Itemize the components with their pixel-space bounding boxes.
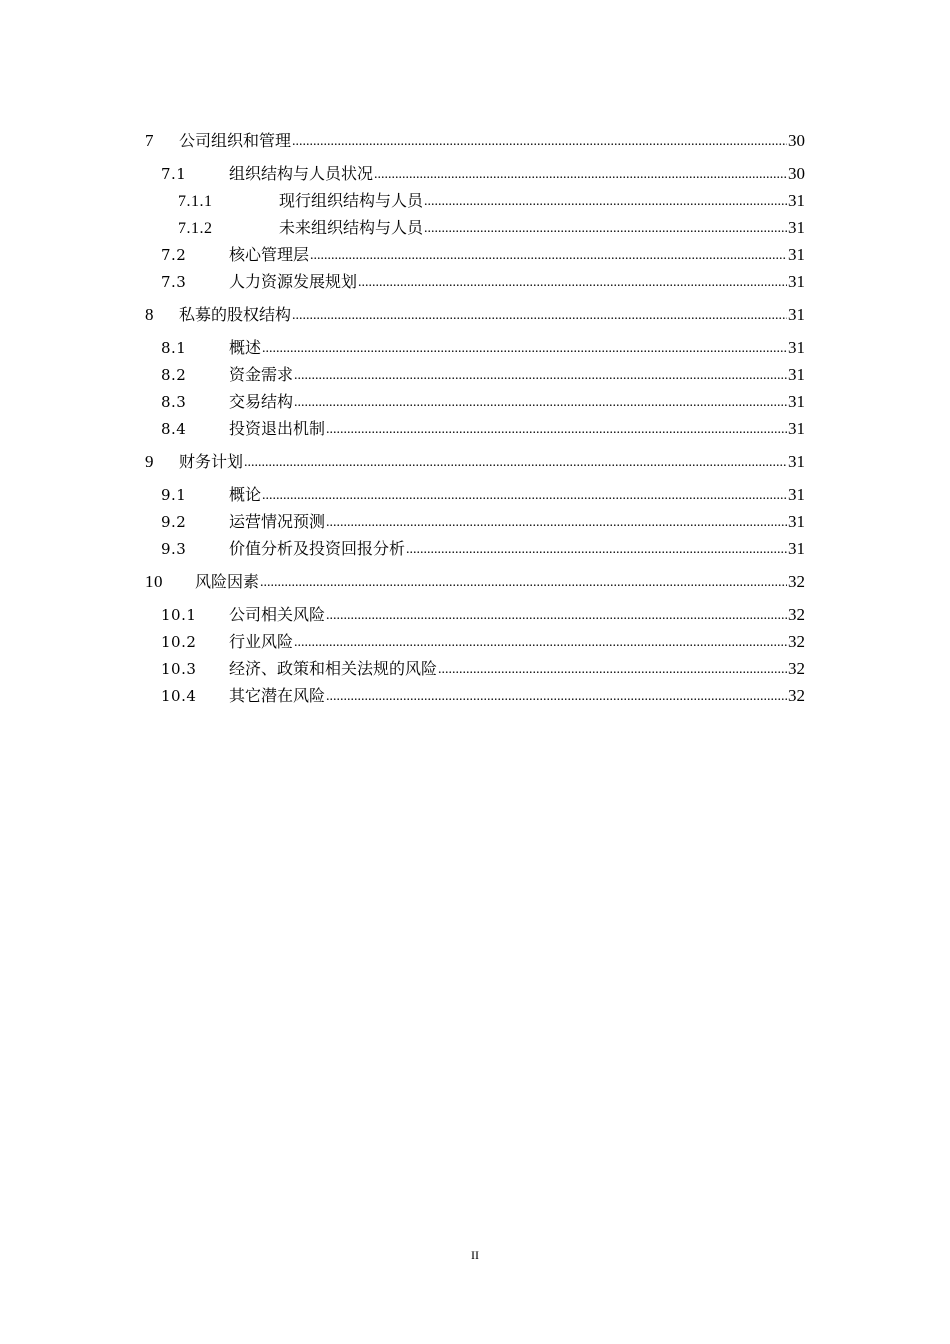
dot-leader [310, 243, 787, 268]
toc-number: 9 [145, 452, 154, 471]
toc-entry-7-2[interactable] [145, 242, 805, 269]
toc-entry-10[interactable] [145, 569, 805, 596]
toc-title: 概论 [229, 485, 262, 504]
toc-title: 未来组织结构与人员 [279, 218, 424, 237]
toc-title: 经济、政策和相关法规的风险 [229, 659, 438, 678]
dot-leader [244, 450, 787, 475]
toc-number: 8.2 [161, 366, 187, 384]
table-of-contents [145, 122, 805, 710]
toc-number: 8.4 [161, 420, 187, 438]
toc-page: 31 [788, 419, 805, 438]
toc-title: 私募的股权结构 [179, 305, 292, 324]
toc-number: 8.3 [161, 393, 187, 411]
toc-title: 财务计划 [179, 452, 244, 471]
toc-number: 9.2 [161, 513, 187, 531]
toc-entry-8-2[interactable] [145, 362, 805, 389]
toc-entry-9-3[interactable] [145, 536, 805, 563]
toc-page: 32 [788, 659, 805, 678]
dot-leader [358, 270, 787, 295]
toc-number: 7 [145, 131, 154, 150]
dot-leader [262, 483, 787, 508]
toc-title: 概述 [229, 338, 262, 357]
dot-leader [374, 162, 787, 187]
dot-leader [262, 336, 787, 361]
toc-number: 8 [145, 305, 154, 324]
toc-title: 资金需求 [229, 365, 294, 384]
toc-title: 行业风险 [229, 632, 294, 651]
toc-title: 人力资源发展规划 [229, 272, 358, 291]
toc-number: 10.1 [161, 606, 197, 624]
toc-number: 10.2 [161, 633, 197, 651]
toc-entry-10-1[interactable] [145, 602, 805, 629]
toc-number: 7.2 [161, 246, 187, 264]
toc-page: 31 [788, 392, 805, 411]
dot-leader [326, 603, 787, 628]
toc-number: 10.3 [161, 660, 197, 678]
toc-title: 其它潜在风险 [229, 686, 326, 705]
toc-title: 交易结构 [229, 392, 294, 411]
toc-title: 核心管理层 [229, 245, 310, 264]
toc-page: 31 [788, 305, 805, 324]
dot-leader [260, 570, 787, 595]
dot-leader [438, 657, 787, 682]
toc-entry-7-1-1[interactable] [145, 188, 805, 215]
toc-title: 运营情况预测 [229, 512, 326, 531]
toc-entry-7-3[interactable] [145, 269, 805, 296]
dot-leader [294, 390, 787, 415]
toc-title: 组织结构与人员状况 [229, 164, 374, 183]
toc-page: 31 [788, 218, 805, 237]
dot-leader [424, 189, 787, 214]
toc-entry-9[interactable] [145, 449, 805, 476]
toc-entry-10-2[interactable] [145, 629, 805, 656]
toc-entry-7[interactable] [145, 128, 805, 155]
toc-entry-8-4[interactable] [145, 416, 805, 443]
toc-number: 7.1 [161, 165, 187, 183]
toc-page: 32 [788, 605, 805, 624]
toc-number: 8.1 [161, 339, 187, 357]
toc-page: 31 [788, 539, 805, 558]
dot-leader [424, 216, 787, 241]
dot-leader [326, 684, 787, 709]
toc-title: 现行组织结构与人员 [279, 191, 424, 210]
toc-page: 30 [788, 131, 805, 150]
toc-title: 公司组织和管理 [179, 131, 292, 150]
toc-page: 32 [788, 632, 805, 651]
toc-title: 公司相关风险 [229, 605, 326, 624]
dot-leader [406, 537, 787, 562]
toc-entry-9-2[interactable] [145, 509, 805, 536]
toc-entry-8-3[interactable] [145, 389, 805, 416]
toc-title: 价值分析及投资回报分析 [229, 539, 406, 558]
toc-page: 31 [788, 452, 805, 471]
toc-page: 31 [788, 245, 805, 264]
toc-title: 风险因素 [195, 572, 260, 591]
page-number: II [471, 1248, 479, 1262]
toc-entry-10-3[interactable] [145, 656, 805, 683]
toc-entry-7-1[interactable] [145, 161, 805, 188]
toc-number: 7.1.1 [178, 193, 213, 210]
toc-number: 7.1.2 [178, 220, 213, 237]
toc-page: 32 [788, 572, 805, 591]
toc-entry-9-1[interactable] [145, 482, 805, 509]
toc-entry-8-1[interactable] [145, 335, 805, 362]
toc-entry-7-1-2[interactable] [145, 215, 805, 242]
dot-leader [292, 303, 787, 328]
toc-entry-10-4[interactable] [145, 683, 805, 710]
dot-leader [326, 510, 787, 535]
toc-page: 31 [788, 272, 805, 291]
toc-number: 10.4 [161, 687, 197, 705]
toc-number: 10 [145, 572, 163, 591]
toc-page: 31 [788, 338, 805, 357]
toc-page: 30 [788, 164, 805, 183]
toc-page: 31 [788, 485, 805, 504]
toc-page: 31 [788, 365, 805, 384]
toc-title: 投资退出机制 [229, 419, 326, 438]
dot-leader [294, 630, 787, 655]
dot-leader [292, 129, 787, 154]
dot-leader [294, 363, 787, 388]
toc-page: 32 [788, 686, 805, 705]
toc-page: 31 [788, 191, 805, 210]
toc-page: 31 [788, 512, 805, 531]
dot-leader [326, 417, 787, 442]
toc-entry-8[interactable] [145, 302, 805, 329]
toc-number: 9.3 [161, 540, 187, 558]
toc-number: 7.3 [161, 273, 187, 291]
toc-number: 9.1 [161, 486, 187, 504]
